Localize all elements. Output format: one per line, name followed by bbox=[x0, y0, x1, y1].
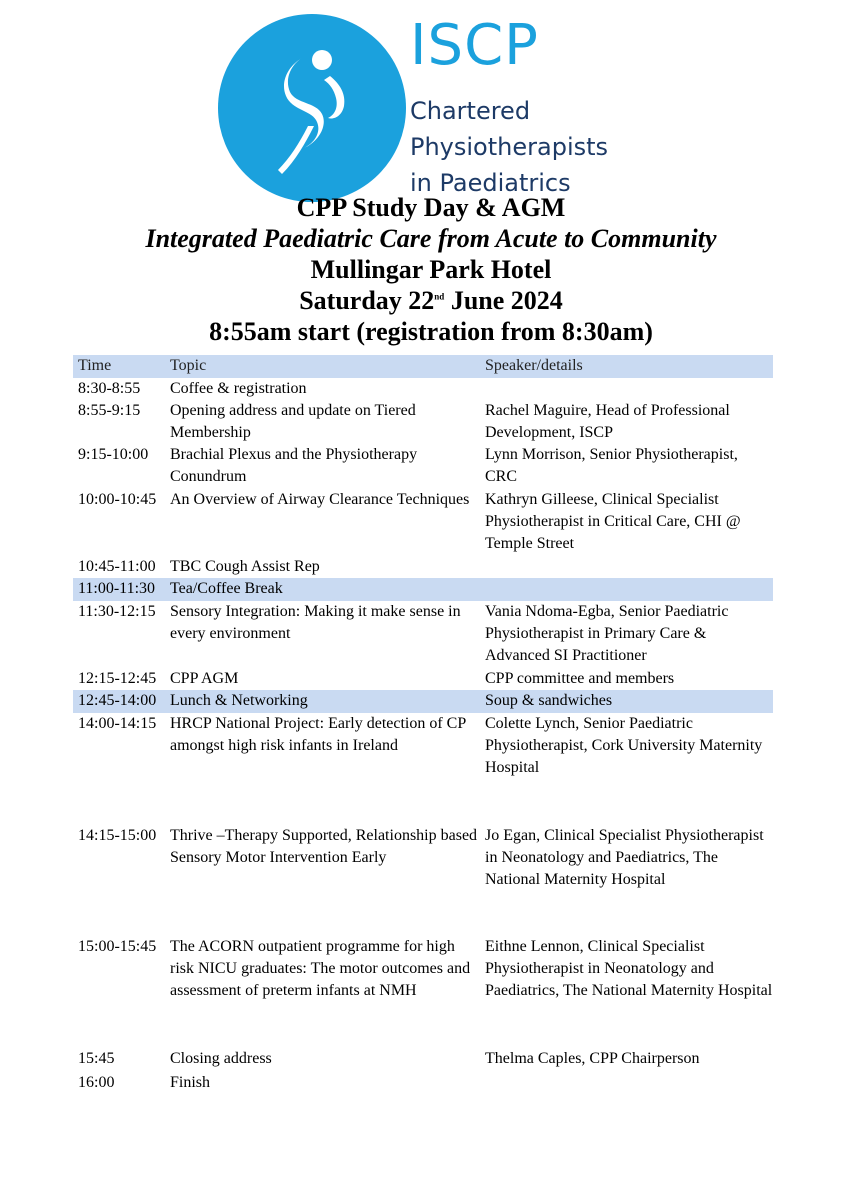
event-date-suffix: nd bbox=[434, 291, 445, 302]
event-venue: Mullingar Park Hotel bbox=[310, 255, 552, 284]
schedule-speaker: Rachel Maguire, Head of Professional Development, ISCP bbox=[485, 402, 730, 441]
schedule-speaker: CPP committee and members bbox=[485, 670, 675, 687]
schedule-time: 14:15-15:00 bbox=[78, 827, 157, 844]
schedule-speaker: Thelma Caples, CPP Chairperson bbox=[485, 1050, 700, 1067]
schedule-row bbox=[73, 489, 773, 556]
schedule-time: 14:00-14:15 bbox=[78, 715, 157, 732]
schedule-time: 8:30-8:55 bbox=[78, 380, 141, 397]
schedule-speaker: Jo Egan, Clinical Specialist Physiotherapist in Neonatology and Paediatrics, The National Maternity Hospital bbox=[485, 827, 764, 888]
schedule-time: 12:45-14:00 bbox=[78, 692, 157, 709]
schedule-speaker bbox=[480, 578, 773, 601]
schedule-topic: An Overview of Airway Clearance Techniques bbox=[170, 491, 470, 508]
event-start-time: 8:55am start (registration from 8:30am) bbox=[209, 317, 653, 346]
schedule-time: 12:15-12:45 bbox=[78, 670, 157, 687]
runner-logo-icon bbox=[218, 14, 406, 202]
schedule-row bbox=[73, 378, 773, 400]
event-date-prefix: Saturday 22 bbox=[299, 286, 435, 315]
schedule-row bbox=[73, 578, 773, 601]
event-date bbox=[0, 285, 862, 316]
schedule-topic: Finish bbox=[170, 1074, 211, 1091]
logo-line-3: in Paediatrics bbox=[410, 169, 571, 197]
schedule-header-row bbox=[73, 355, 773, 378]
schedule-row bbox=[73, 400, 773, 444]
event-title: CPP Study Day & AGM bbox=[296, 193, 566, 222]
schedule-topic: Tea/Coffee Break bbox=[170, 580, 283, 597]
schedule-time: 11:30-12:15 bbox=[78, 603, 156, 620]
schedule-speaker bbox=[480, 556, 773, 578]
schedule-time: 9:15-10:00 bbox=[78, 446, 149, 463]
schedule-time: 8:55-9:15 bbox=[78, 402, 141, 419]
schedule-speaker: Soup & sandwiches bbox=[485, 692, 613, 709]
event-header bbox=[0, 192, 862, 347]
schedule-topic: TBC Cough Assist Rep bbox=[170, 558, 320, 575]
schedule-speaker: Lynn Morrison, Senior Physiotherapist, CRC bbox=[485, 446, 738, 485]
event-date-rest: June 2024 bbox=[444, 286, 563, 315]
schedule-speaker bbox=[480, 378, 773, 400]
schedule-topic: Opening address and update on Tiered Membership bbox=[170, 402, 416, 441]
schedule-topic: Lunch & Networking bbox=[170, 692, 308, 709]
schedule-topic: Closing address bbox=[170, 1050, 272, 1067]
schedule-row bbox=[73, 601, 773, 668]
schedule-topic: HRCP National Project: Early detection of CP amongst high risk infants in Ireland bbox=[170, 715, 466, 754]
schedule-speaker: Kathryn Gilleese, Clinical Specialist Physiotherapist in Critical Care, CHI @ Temple Street bbox=[485, 491, 741, 552]
column-header-topic: Topic bbox=[170, 357, 207, 374]
schedule-topic: Thrive –Therapy Supported, Relationship based Sensory Motor Intervention Early bbox=[170, 827, 478, 866]
schedule-row bbox=[73, 825, 773, 936]
schedule-row bbox=[73, 668, 773, 690]
schedule-time: 15:45 bbox=[78, 1050, 115, 1067]
schedule-row bbox=[73, 936, 773, 1048]
event-subtitle: Integrated Paediatric Care from Acute to Community bbox=[145, 224, 717, 253]
schedule-row bbox=[73, 444, 773, 489]
schedule-row bbox=[73, 556, 773, 578]
logo-line-1: Chartered bbox=[410, 97, 531, 125]
schedule-topic: Coffee & registration bbox=[170, 380, 307, 397]
schedule-speaker: Colette Lynch, Senior Paediatric Physiotherapist, Cork University Maternity Hospital bbox=[485, 715, 763, 776]
schedule-row bbox=[73, 713, 773, 825]
schedule-speaker: Eithne Lennon, Clinical Specialist Physiotherapist in Neonatology and Paediatrics, The National Maternity Hospital bbox=[485, 938, 773, 999]
schedule-topic: Brachial Plexus and the Physiotherapy Conundrum bbox=[170, 446, 418, 485]
logo-line-2: Physiotherapists bbox=[410, 133, 609, 161]
schedule-time: 15:00-15:45 bbox=[78, 938, 157, 955]
schedule-topic: The ACORN outpatient programme for high risk NICU graduates: The motor outcomes and assessment of preterm infants at NMH bbox=[170, 938, 471, 999]
schedule-time: 11:00-11:30 bbox=[78, 580, 156, 597]
schedule-time: 16:00 bbox=[78, 1074, 115, 1091]
schedule-time: 10:00-10:45 bbox=[78, 491, 157, 508]
schedule-topic: Sensory Integration: Making it make sense in every environment bbox=[170, 603, 461, 642]
column-header-time: Time bbox=[78, 357, 112, 374]
schedule-body bbox=[73, 378, 773, 1096]
schedule-row bbox=[73, 690, 773, 713]
schedule-topic: CPP AGM bbox=[170, 670, 239, 687]
schedule-row bbox=[73, 1048, 773, 1072]
schedule-time: 10:45-11:00 bbox=[78, 558, 156, 575]
schedule-speaker bbox=[480, 1072, 773, 1096]
schedule-table bbox=[73, 355, 773, 1096]
logo-acronym: ISCP bbox=[410, 13, 539, 78]
column-header-speaker: Speaker/details bbox=[485, 357, 583, 374]
schedule-speaker: Vania Ndoma-Egba, Senior Paediatric Physiotherapist in Primary Care & Advanced SI Practitioner bbox=[485, 603, 729, 664]
schedule-row bbox=[73, 1072, 773, 1096]
iscp-logo bbox=[218, 14, 638, 204]
